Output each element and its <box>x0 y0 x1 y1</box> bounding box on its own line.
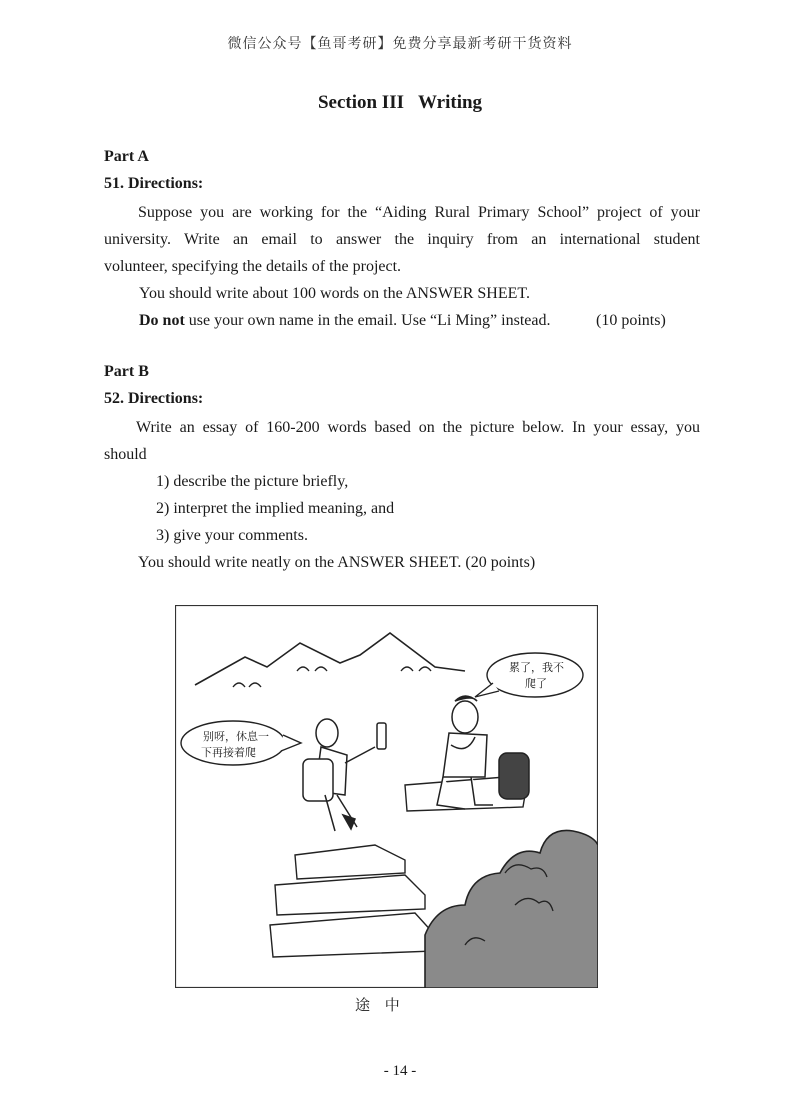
part-a-line-1: Suppose you are working for the “Aiding Rural Primary School” project of your <box>138 204 700 221</box>
part-b-line-1: Write an essay of 160-200 words based on the picture below. In your essay, you <box>136 419 700 436</box>
part-a-line-5 <box>139 307 550 334</box>
part-a-do-not: Do not <box>139 312 185 329</box>
section-title-name: Writing <box>418 92 483 113</box>
part-a-directions-label: 51. Directions: <box>104 175 204 192</box>
cartoon-illustration <box>175 605 598 988</box>
part-a-label: Part A <box>104 148 149 165</box>
part-a-line-4: You should write about 100 words on the ANSWER SHEET. <box>139 285 530 302</box>
watermark-header: 微信公众号【鱼哥考研】免费分享最新考研干货资料 <box>227 36 573 52</box>
cartoon-caption: 途 中 <box>355 996 400 1014</box>
part-b-item-2: 2) interpret the implied meaning, and <box>156 500 395 517</box>
section-title-number: Section III <box>317 92 404 113</box>
part-b-item-1: 1) describe the picture briefly, <box>156 473 349 490</box>
part-b-line-3: You should write neatly on the ANSWER SHEET. (20 points) <box>138 554 536 571</box>
part-b-item-3: 3) give your comments. <box>156 527 308 544</box>
bubble-right-line-1: 累了，我不 <box>509 661 564 674</box>
part-a-line-2: university. Write an email to answer the inquiry from an international student <box>104 231 700 248</box>
section-title <box>0 92 800 114</box>
part-b-line-2: should <box>104 446 147 463</box>
bubble-left-line-1: 别呀，休息一 <box>203 730 269 743</box>
page-number: - 14 - <box>383 1063 417 1079</box>
part-a-points: (10 points) <box>596 312 666 329</box>
part-b-directions-label: 52. Directions: <box>104 390 204 407</box>
part-b-label: Part B <box>104 363 149 380</box>
bubble-right-line-2: 爬了 <box>525 677 547 690</box>
cartoon-svg <box>175 605 598 988</box>
part-a-line-3: volunteer, specifying the details of the project. <box>104 258 402 275</box>
part-a-line-5-rest: use your own name in the email. Use “Li Ming” instead. <box>184 312 551 329</box>
bubble-left-line-2: 下再接着爬 <box>201 746 256 759</box>
